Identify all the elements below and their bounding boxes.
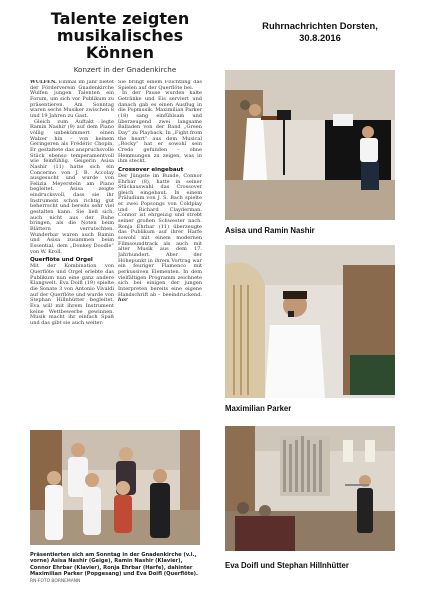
section-heading-flute-organ: Querflöte und Orgel (30, 257, 93, 264)
photo-asisa-ramin-image (225, 70, 395, 220)
group-photo-caption-text: Präsentierten sich am Sonntag in der Gnadenkirche (v.l., vorne) Asisa Nashir (Geige), Ramin Nashir (Klavier), Connor Ehrbar (Klavier), Ronja Ehrbar (Harfe), dahinter Maximilian Parker (Popgesang) und Eva Doifl (Querflöte). (30, 552, 199, 578)
photo-asisa-ramin (225, 70, 395, 220)
publication-source (240, 20, 400, 44)
photo-credit: RN-FOTO BORNEMANN (30, 578, 81, 584)
photo-maximilian-image (225, 245, 395, 398)
paragraph: Mit der Kombination von Querflöte und Orgel erlebte das Publikum nun eine ganz andere Klangwelt. Eva Doifl (19) spielte die Sonate 3 von Antonio Vivaldi auf der Querflöte und wurde von Stephan Hillnhütter begleitet. Eva will mit ihrem Instrument keine Wettbewerbe gewinnen. Musik macht ihr einfach Spaß und das gibt sie auch weiter: (30, 263, 114, 326)
group-photo-image (30, 430, 200, 545)
author-initials: hor (118, 297, 128, 304)
publication-name: Ruhrnachrichten Dorsten, (262, 20, 378, 31)
photo3-caption: Eva Doifl und Stephan Hillnhütter (225, 561, 349, 570)
paragraph: Sie bringt einem Flüchtling das Spielen auf der Querflöte bei. (118, 80, 202, 91)
photo2-caption: Maximilian Parker (225, 404, 292, 413)
paragraph: Der Jüngste im Bunde, Connor Ehrbar (8), hatte in seiner Stückauswahl das Crossover gleich eingebaut. In einem Präludium von J. S. Bach spielte er zwei Popsongs von Coldplay und Richard Clayderman. Connor ist ehrgeizig und strebt seiner großen Schwester nach. Ronja Ehrbar (11) überzeugte das Publikum auf ihrer Harfe sowohl mit einem modernen Filmsoundtrack als auch mit alter Musik aus dem 17. Jahrhundert. Aber der Höhepunkt in ihrem Vortrag war ein feuriger Flamenco mit perkussiven Elementen. In dem vielfältigen Programm zeichnete sich bei einigen der jungen Interpreten bereits eine eigene Handschrift ab – beeindruckend. (118, 172, 202, 298)
publication-date: 30.8.2016 (299, 32, 341, 43)
photo-eva-stephan-image (225, 426, 395, 551)
section-heading-crossover: Crossover eingebaut (118, 166, 184, 173)
paragraph: In der Pause wurden kalte Getränke und Eis serviert und danach gab es einen Ausflug in die Popmusik. Maximilian Parker (18) sang einfühlsam und überzeugend zwei langsame Balladen von der Band „Green Day“ zu Playback. In „Fight from the heart“ aus dem Musical „Rocky“ hat er sowohl sein Credo gefunden – ohne Hemmungen zu zeigen, was in ihm steckt. (118, 90, 202, 165)
article-headline: Talente zeigten musikalisches Können (50, 9, 190, 62)
photo-eva-stephan (225, 426, 395, 551)
article-column-1 (30, 80, 114, 428)
paragraph: Gleich zum Auftakt legte Ramin Nashir (9) auf dem Piano völlig unbekümmert einen Walzer hin – von keinem Geringeren als Frédéric Chopin. Er gestaltete das anspruchsvolle Stück ebenso temperamentvoll wie feinfühlig. Geigerin Asisa Nashir (11) hatte sich ein Concerino von J. B. Accolay ausgesucht und wurde von Felizia Meyerstein am Piano begleitet. Asisa zeigte eindrucksvoll, dass sie ihr Instrument schon richtig gut beherrscht und bereits sehr viel gestalten kann. Sie ließ sich, auch nicht aus der Ruhe bringen, als die Noten beim Blättern verrutschten. Wunderbar waren auch Ramin und Asisa zusammen beim Essential, dem „Donkey Doodle“ von W. Kroll. (30, 118, 114, 255)
photo1-caption: Asisa und Ramin Nashir (225, 226, 315, 235)
article-subheadline: Konzert in der Gnadenkirche (73, 65, 177, 74)
article-column-2 (118, 80, 202, 428)
paragraph: Einmal im Jahr bietet der Förderverein Gnadenkirche Wulfen jungen Talenten ein Forum, um sich vor Publikum zu präsentieren. Am Sonntag waren sechs Musiker zwischen 8 und 19 Jahren zu Gast. (30, 80, 114, 119)
dateline: WULFEN. (30, 80, 57, 85)
photo-maximilian (225, 245, 395, 398)
group-photo-caption (30, 552, 202, 585)
group-photo (30, 430, 200, 545)
